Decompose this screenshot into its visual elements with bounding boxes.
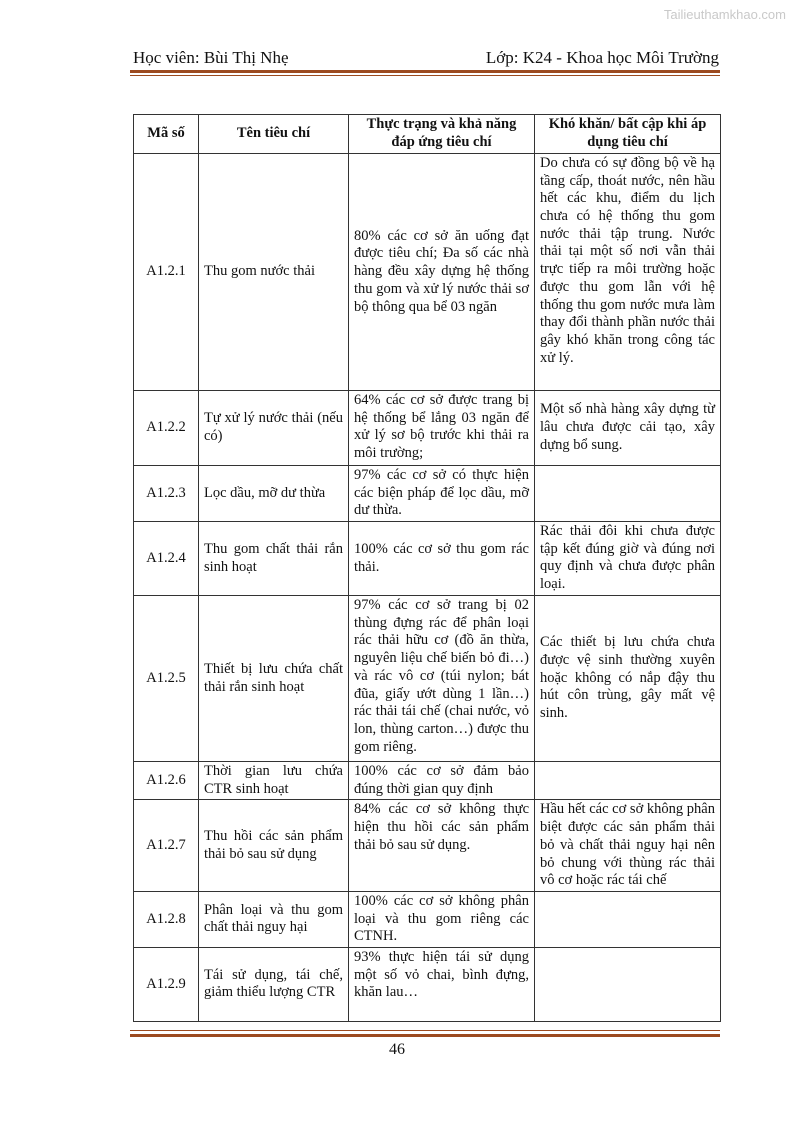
table-row xyxy=(134,154,721,391)
criterion-code: A1.2.5 xyxy=(134,596,199,762)
table-row xyxy=(134,391,721,466)
header-rule xyxy=(130,70,720,73)
table-row xyxy=(134,596,721,762)
criterion-issue: Một số nhà hàng xây dựng từ lâu chưa được cải tạo, xây dựng bổ sung. xyxy=(535,391,721,466)
table-row xyxy=(134,800,721,891)
criterion-name: Tái sử dụng, tái chế, giảm thiểu lượng CTR xyxy=(199,947,349,1021)
page-number: 46 xyxy=(389,1041,405,1058)
criterion-code: A1.2.1 xyxy=(134,154,199,391)
table-header-row xyxy=(134,115,721,154)
column-header-status: Thực trạng và khả năng đáp ứng tiêu chí xyxy=(349,115,535,154)
criterion-name: Lọc dầu, mỡ dư thừa xyxy=(199,466,349,522)
criterion-status: 100% các cơ sở đảm bảo đúng thời gian quy định xyxy=(349,762,535,800)
criterion-status: 100% các cơ sở không phân loại và thu gom riêng các CTNH. xyxy=(349,891,535,947)
criterion-issue xyxy=(535,762,721,800)
column-header-issue: Khó khăn/ bất cập khi áp dụng tiêu chí xyxy=(535,115,721,154)
criterion-issue xyxy=(535,466,721,522)
criterion-code: A1.2.4 xyxy=(134,522,199,596)
criterion-status: 64% các cơ sở được trang bị hệ thống bể lắng 03 ngăn để xử lý sơ bộ trước khi thải ra môi trường; xyxy=(349,391,535,466)
table-row xyxy=(134,947,721,1021)
criterion-status: 97% các cơ sở trang bị 02 thùng đựng rác để phân loại rác thải hữu cơ (đồ ăn thừa, nguyên liệu chế biến bỏ đi…) và rác vô cơ (túi nylon; bát đũa, giấy ướt dùng 1 lần…) rác thải tái chế (chai nước, vỏ lon, thùng carton…) được thu gom riêng. xyxy=(349,596,535,762)
criterion-code: A1.2.3 xyxy=(134,466,199,522)
criterion-status: 80% các cơ sở ăn uống đạt được tiêu chí; Đa số các nhà hàng đều xây dựng hệ thống thu gom và xử lý nước thải sơ bộ thông qua bể 03 ngăn xyxy=(349,154,535,391)
criterion-name: Thời gian lưu chứa CTR sinh hoạt xyxy=(199,762,349,800)
criterion-name: Thu hồi các sản phẩm thải bỏ sau sử dụng xyxy=(199,800,349,891)
criterion-status: 84% các cơ sở không thực hiện thu hồi các sản phẩm thải bỏ sau sử dụng. xyxy=(349,800,535,891)
column-header-name: Tên tiêu chí xyxy=(199,115,349,154)
criteria-table xyxy=(133,114,721,1022)
table-row xyxy=(134,522,721,596)
criterion-code: A1.2.9 xyxy=(134,947,199,1021)
criterion-status: 100% các cơ sở thu gom rác thải. xyxy=(349,522,535,596)
watermark: Tailieuthamkhao.com xyxy=(663,7,786,22)
criterion-name: Thu gom nước thải xyxy=(199,154,349,391)
criterion-name: Thu gom chất thải rắn sinh hoạt xyxy=(199,522,349,596)
column-header-code: Mã số xyxy=(134,115,199,154)
criterion-name: Thiết bị lưu chứa chất thải rắn sinh hoạt xyxy=(199,596,349,762)
criterion-code: A1.2.6 xyxy=(134,762,199,800)
header-rule-thin xyxy=(130,75,720,76)
footer-rule-thin xyxy=(130,1030,720,1031)
criterion-name: Tự xử lý nước thải (nếu có) xyxy=(199,391,349,466)
page-header xyxy=(133,48,719,70)
student-name: Học viên: Bùi Thị Nhẹ xyxy=(133,48,289,67)
criterion-issue xyxy=(535,947,721,1021)
criterion-issue xyxy=(535,891,721,947)
criterion-code: A1.2.2 xyxy=(134,391,199,466)
criterion-issue: Rác thải đôi khi chưa được tập kết đúng giờ và đúng nơi quy định và chưa được phân loại. xyxy=(535,522,721,596)
criterion-status: 97% các cơ sở có thực hiện các biện pháp để lọc dầu, mỡ dư thừa. xyxy=(349,466,535,522)
footer-rule xyxy=(130,1034,720,1037)
criterion-issue: Do chưa có sự đồng bộ về hạ tầng cấp, thoát nước, nên hầu hết các khu, điểm du lịch chưa có hệ thống thu gom nước thải tập trung. Nước thải tại một số nơi vẫn thải trực tiếp ra môi trường hoặc được thu gom lẫn với hệ thống thu gom nước mưa làm thay đổi thành phần nước thải gây khó khăn trong công tác xử lý. xyxy=(535,154,721,391)
criterion-status: 93% thực hiện tái sử dụng một số vỏ chai, bình đựng, khăn lau… xyxy=(349,947,535,1021)
table-row xyxy=(134,891,721,947)
criterion-code: A1.2.7 xyxy=(134,800,199,891)
criterion-code: A1.2.8 xyxy=(134,891,199,947)
criterion-issue: Các thiết bị lưu chứa chưa được vệ sinh thường xuyên hoặc không có nắp đậy thu hút côn trùng, gây mất vệ sinh. xyxy=(535,596,721,762)
criterion-name: Phân loại và thu gom chất thải nguy hại xyxy=(199,891,349,947)
table-row xyxy=(134,762,721,800)
criterion-issue: Hầu hết các cơ sở không phân biệt được các sản phẩm thải bỏ và chất thải nguy hại nên bỏ chung với thùng rác thải vô cơ hoặc rác tái chế xyxy=(535,800,721,891)
class-name: Lớp: K24 - Khoa học Môi Trường xyxy=(485,48,719,67)
table-row xyxy=(134,466,721,522)
